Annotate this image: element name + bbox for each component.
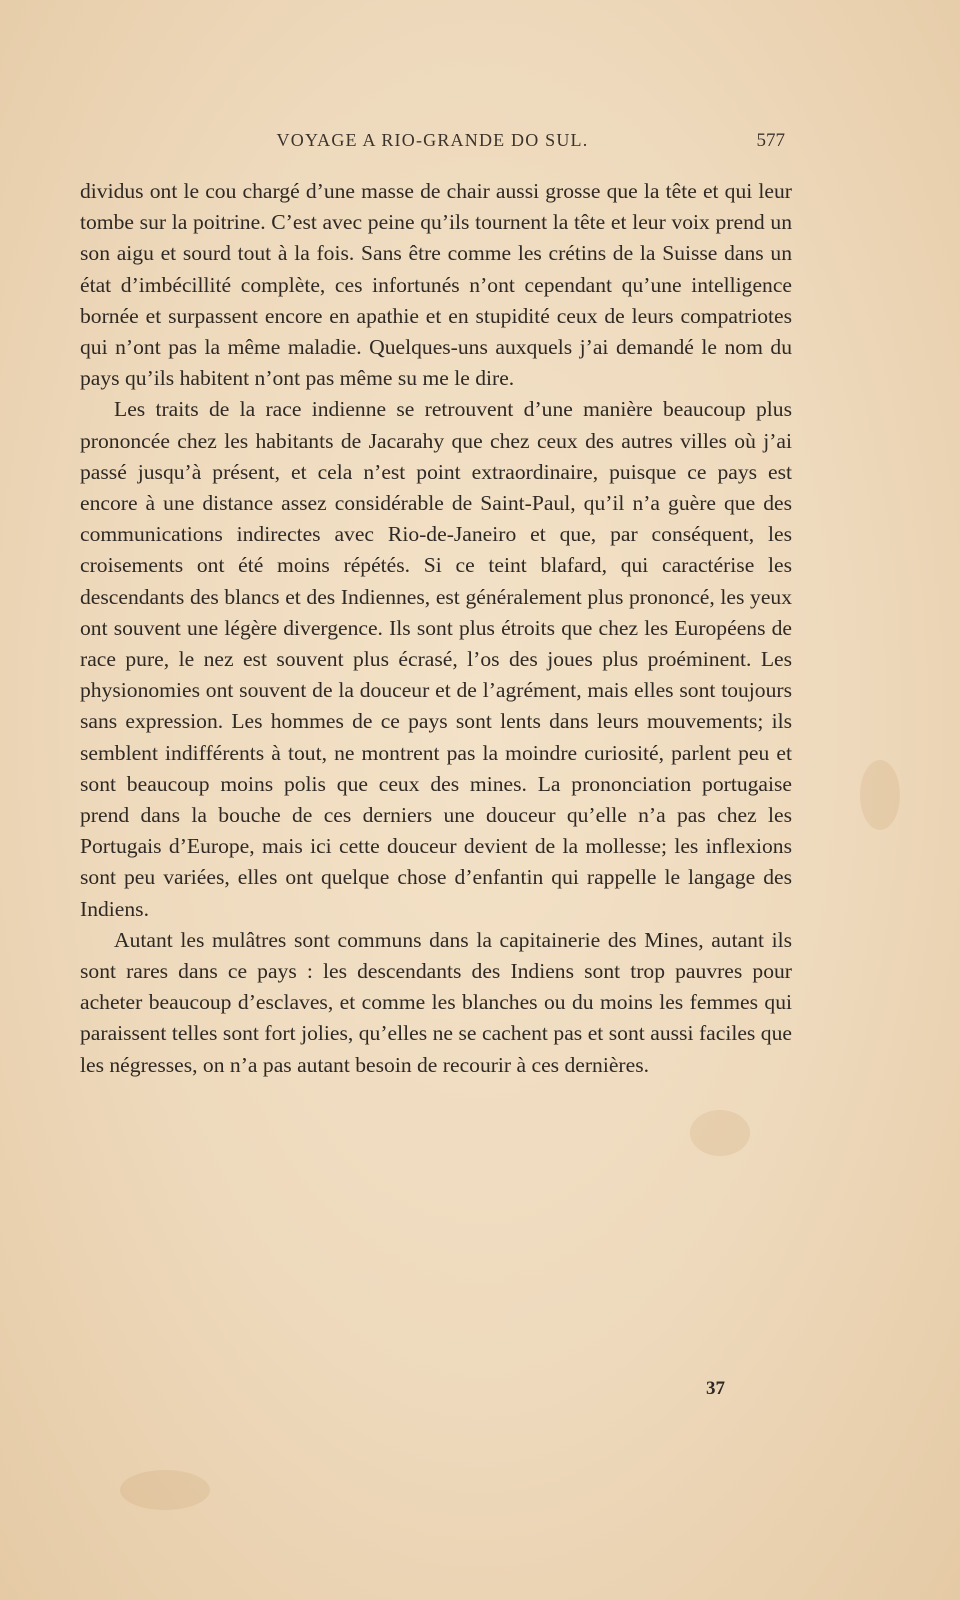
signature-mark: 37 bbox=[706, 1378, 725, 1399]
paragraph-continuation: dividus ont le cou chargé d’une masse de chair aussi grosse que la tête et qui leur tombe sur la poitrine. C’est avec peine qu’ils tournent la tête et leur voix prend un son aigu et sourd tout à la fois. Sans être comme les crétins de la Suisse dans un état d’imbécillité complète, ces infortunés n’ont cependant qu’une intelligence bornée et surpassent encore en apathie et en stupidité ceux de leurs compatriotes qui n’ont pas la même maladie. Quelques-uns auxquels j’ai demandé le nom du pays qu’ils habitent n’ont pas même su me le dire. bbox=[80, 179, 792, 391]
running-title: VOYAGE A RIO-GRANDE DO SUL. bbox=[276, 130, 589, 150]
paragraph: Les traits de la race indienne se retrouvent d’une manière beaucoup plus prononcée chez les habitants de Jacarahy que chez ceux des autres villes où j’ai passé jusqu’à présent, et cela n’est point extraordinaire, puisque ce pays est encore à une distance assez considérable de Saint-Paul, qu’il n’a guère que des communications indirectes avec Rio-de-Janeiro et que, par conséquent, les croisements ont été moins répétés. Si ce teint blafard, qui caractérise les descendants des blancs et des Indiennes, est généralement plus prononcé, les yeux ont souvent une légère divergence. Ils sont plus étroits que chez les Européens de race pure, le nez est souvent plus écrasé, l’os des joues plus proéminent. Les physionomies ont souvent de la douceur et de l’agrément, mais elles sont toujours sans expression. Les hommes de ce pays sont lents dans leurs mouvements; ils semblent indifférents à tout, ne montrent pas la moindre curiosité, parlent peu et sont beaucoup moins polis que ceux des mines. La prononciation portugaise prend dans la bouche de ces derniers une douceur qu’elle n’a pas chez les Portugais d’Europe, mais ici cette douceur devient de la mollesse; les inflexions sont peu variées, elles ont quelque chose d’enfantin qui rappelle le langage des Indiens. bbox=[80, 397, 792, 921]
running-header bbox=[80, 130, 785, 158]
body-text bbox=[80, 176, 792, 1081]
page-number: 577 bbox=[756, 130, 785, 151]
paper-stain bbox=[860, 760, 900, 830]
paper-stain bbox=[120, 1470, 210, 1510]
paper-stain bbox=[690, 1110, 750, 1156]
paragraph: Autant les mulâtres sont communs dans la capitainerie des Mines, autant ils sont rares dans ce pays : les descendants des Indiens sont trop pauvres pour acheter beaucoup d’esclaves, et comme les blanches ou du moins les femmes qui paraissent telles sont fort jolies, qu’elles ne se cachent pas et sont aussi faciles que les négresses, on n’a pas autant besoin de recourir à ces dernières. bbox=[80, 927, 792, 1077]
